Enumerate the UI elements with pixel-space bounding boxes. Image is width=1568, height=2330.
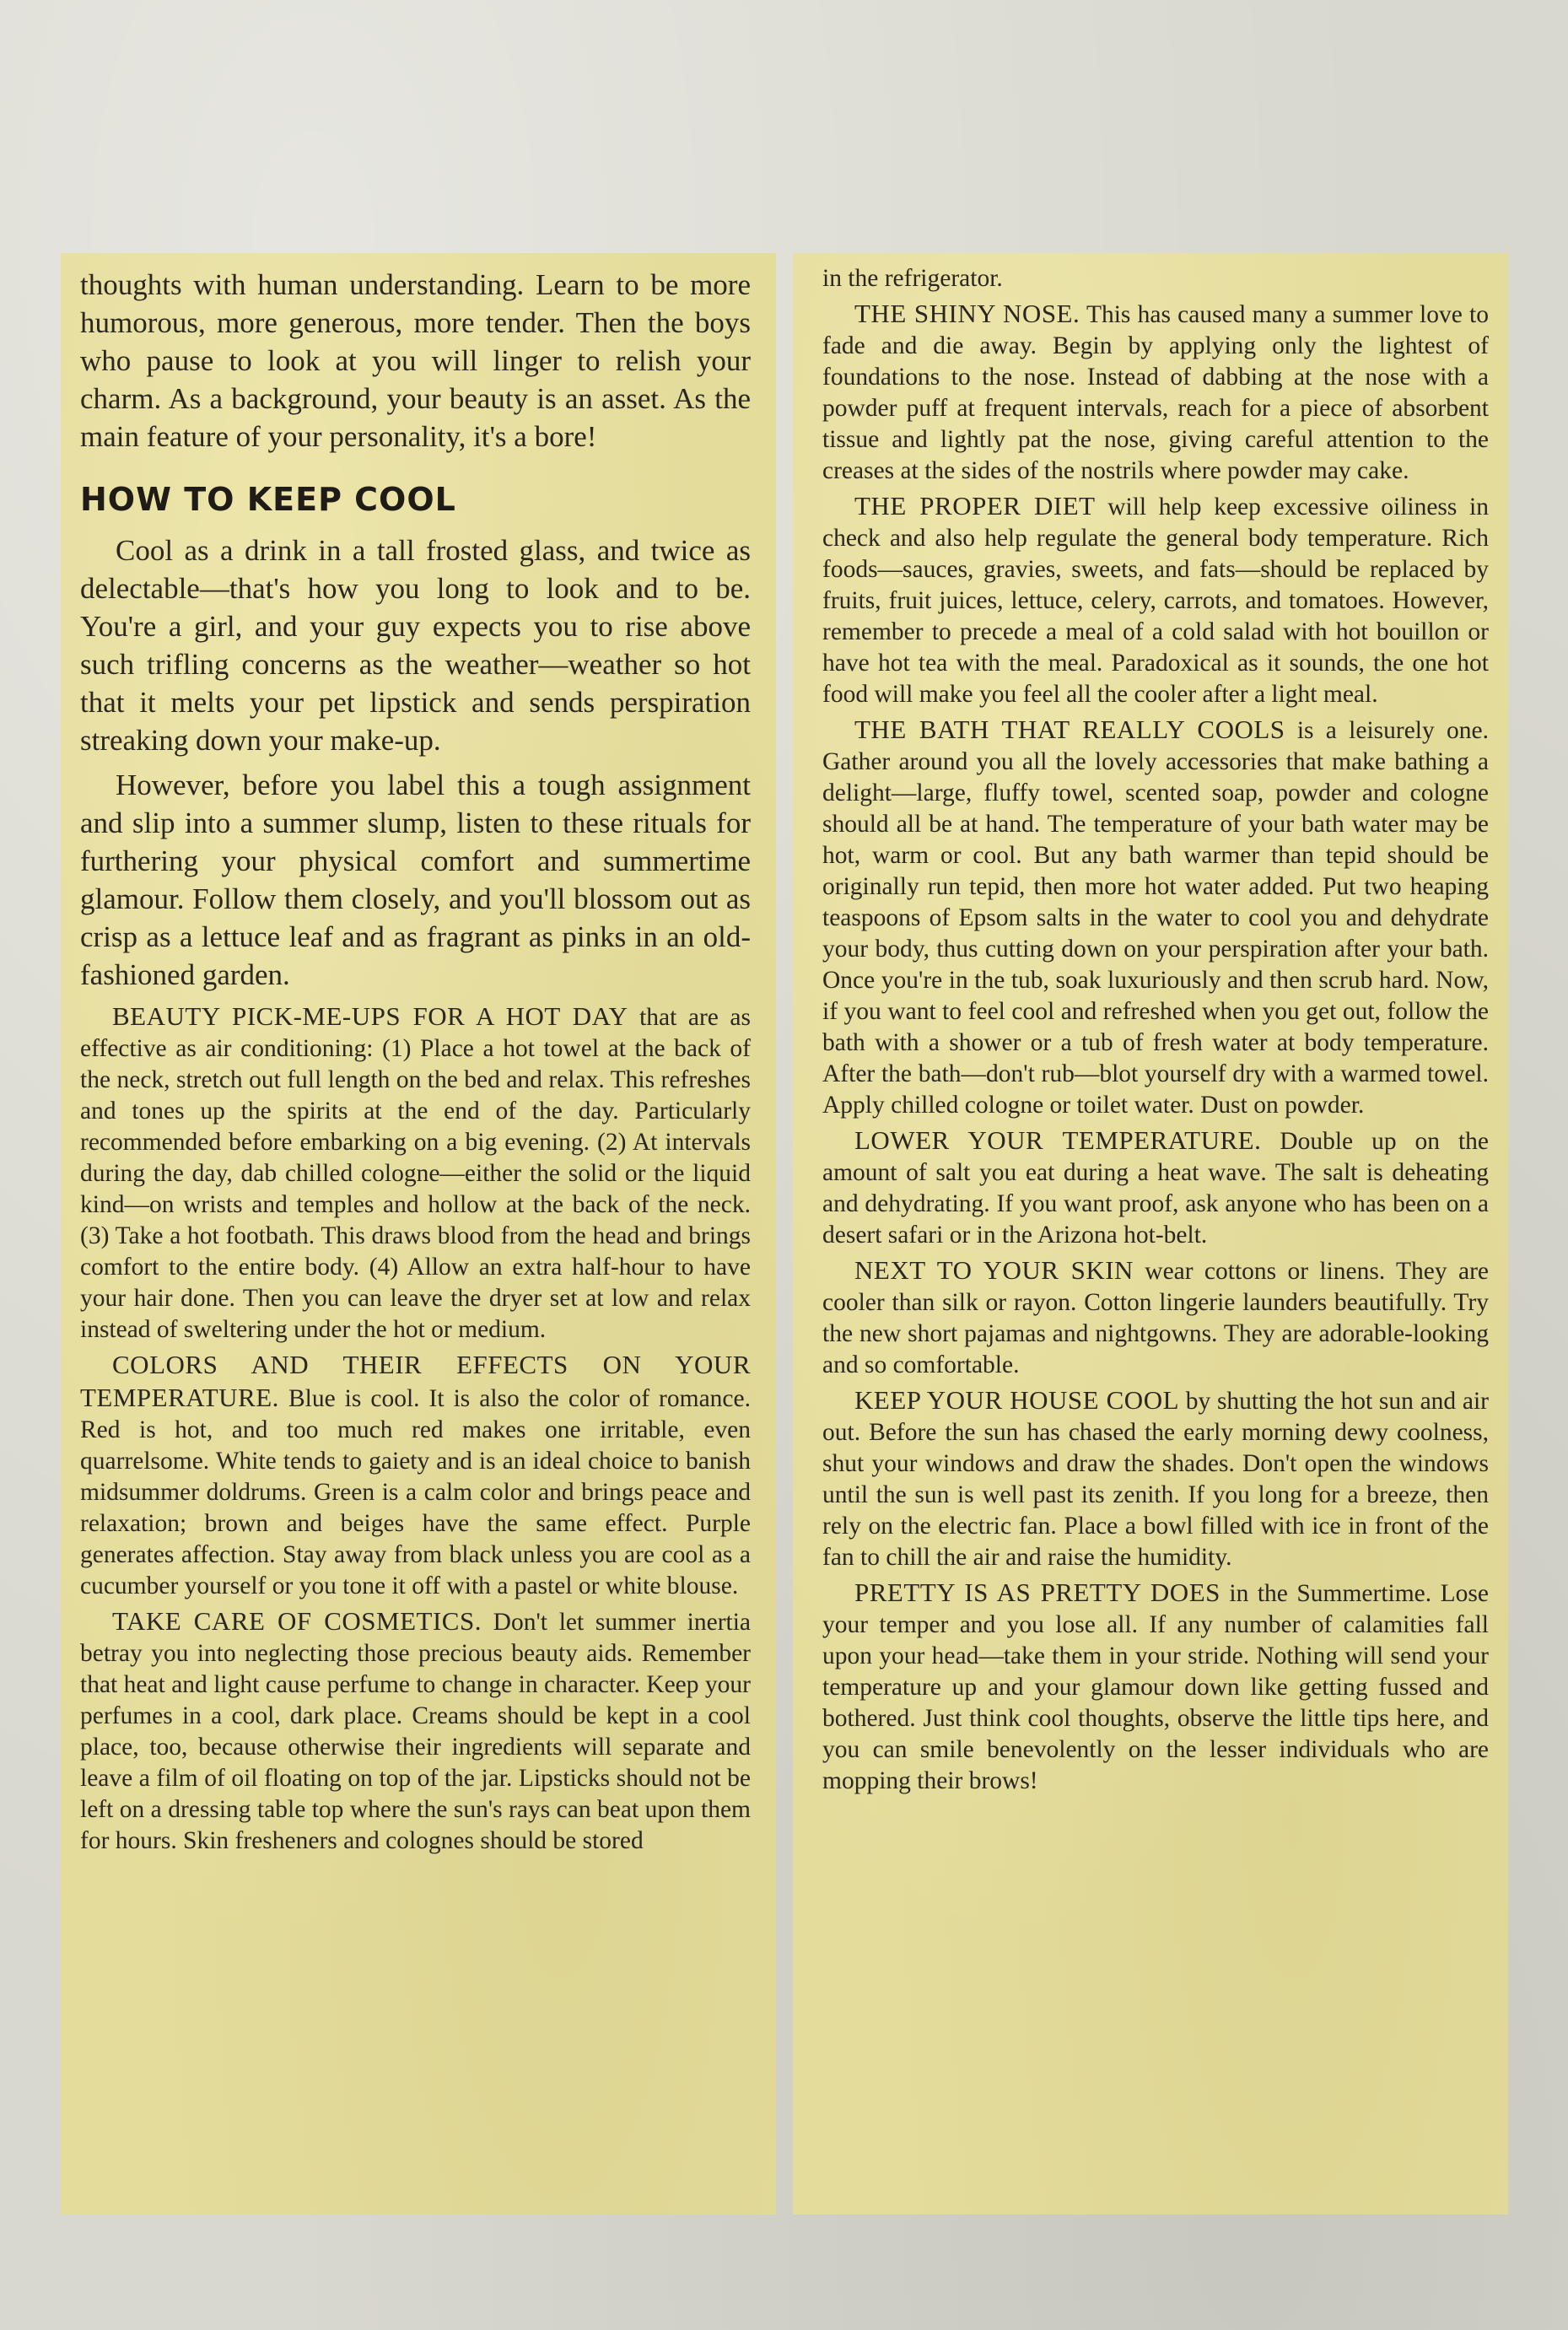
next-to-skin-body: wear cottons or linens. They are cooler than silk or rayon. Cotton lingerie launders beautifully. Try the new short pajamas and nightgowns. They are adorable-looking and so comfortable. <box>822 1258 1489 1378</box>
beauty-pick-me-ups-paragraph <box>80 1000 751 1346</box>
cosmetics-paragraph <box>80 1605 751 1857</box>
beauty-pick-me-ups-lead: BEAUTY PICK-ME-UPS FOR A HOT DAY <box>112 1001 628 1031</box>
left-column <box>80 266 751 1860</box>
continuation-text: in the refrigerator. <box>822 265 1003 292</box>
proper-diet-lead: THE PROPER DIET <box>854 491 1096 520</box>
house-cool-body: by shutting the hot sun and air out. Before the sun has chased the early morning dewy coolness, shut your windows and draw the shades. Don't open the windows until the sun is well past its zenith. If you long for a breeze, then rely on the electric fan. Place a bowl filled with ice in front of the fan to chill the air and raise the humidity. <box>822 1388 1489 1571</box>
body-paragraph-2: However, before you label this a tough assignment and slip into a summer slump, listen to these rituals for furthering your physical comfort and summertime glamour. Follow them closely, and you'll blossom out as crisp as a lettuce leaf and as fragrant as pinks in an old-fashioned garden. <box>80 769 751 991</box>
pretty-paragraph <box>822 1577 1489 1797</box>
right-column <box>822 263 1489 1800</box>
lower-temperature-paragraph <box>822 1125 1489 1251</box>
bath-paragraph <box>822 714 1489 1121</box>
house-cool-lead: KEEP YOUR HOUSE COOL <box>854 1385 1180 1415</box>
colors-paragraph <box>80 1349 751 1602</box>
house-cool-paragraph <box>822 1384 1489 1573</box>
body-paragraph-1: Cool as a drink in a tall frosted glass, and twice as delectable—that's how you long to look and to be. You're a girl, and your guy expects you to rise above such trifling concerns as the weather—weather so hot that it melts your pet lipstick and sends perspiration streaking down your make-up. <box>80 534 751 757</box>
next-to-skin-lead: NEXT TO YOUR SKIN <box>854 1255 1134 1285</box>
proper-diet-body: will help keep excessive oiliness in check and also help regulate the general body temperature. Rich foods—sauces, gravies, sweets, and fats—should be replaced by fruits, fruit juices, lettuce, celery, carrots, and tomatoes. However, remember to precede a meal of a cold salad with hot bouillon or have hot tea with the meal. Paradoxical as it sounds, the one hot food will make you feel all the cooler after a light meal. <box>822 494 1489 708</box>
shiny-nose-lead: THE SHINY NOSE. <box>854 299 1080 328</box>
shiny-nose-paragraph <box>822 298 1489 487</box>
next-to-skin-paragraph <box>822 1254 1489 1381</box>
lower-temperature-lead: LOWER YOUR TEMPERATURE. <box>854 1125 1262 1155</box>
bath-body: is a leisurely one. Gather around you all the lovely accessories that make bathing a delight—large, fluffy towel, scented soap, powder and cologne should all be at hand. The temperature of your bath water may be hot, warm or cool. But any bath warmer than tepid should be originally run tepid, then more hot water added. Put two heaping teaspoons of Epsom salts in the water to cool you and dehydrate your body, thus cutting down on your perspiration after your bath. Once you're in the tub, soak luxuriously and then scrub hard. Now, if you want to feel cool and refreshed when you get out, follow the bath with a shower or a tub of fresh water at body temperature. After the bath—don't rub—blot yourself dry with a warmed towel. Apply chilled cologne or toilet water. Dust on powder. <box>822 717 1489 1119</box>
pretty-body: in the Summertime. Lose your temper and you lose all. If any number of calamities fall upon your head—take them in your stride. Nothing will send your temperature up and your glamour down like getting fussed and bothered. Just think cool thoughts, observe the little tips here, and you can smile benevolently on the lesser individuals who are mopping their brows! <box>822 1580 1489 1794</box>
pretty-lead: PRETTY IS AS PRETTY DOES <box>854 1578 1220 1607</box>
beauty-pick-me-ups-body: that are as effective as air conditioning: (1) Place a hot towel at the back of the neck, stretch out full length on the bed and relax. This refreshes and tones up the spirits at the end of the day. Particularly recommended before embarking on a big evening. (2) At intervals during the day, dab chilled cologne—either the solid or the liquid kind—on wrists and temples and hollow at the back of the neck. (3) Take a hot footbath. This draws blood from the head and brings comfort to the entire body. (4) Allow an extra half-hour to have your hair done. Then you can leave the dryer set at low and relax instead of sweltering under the hot or medium. <box>80 1004 751 1343</box>
shiny-nose-body: This has caused many a summer love to fade and die away. Begin by applying only the lightest of foundations to the nose. Instead of dabbing at the nose with a powder puff at frequent intervals, reach for a piece of absorbent tissue and lightly pat the nose, giving careful attention to the creases at the sides of the nostrils where powder may cake. <box>822 301 1489 484</box>
proper-diet-paragraph <box>822 490 1489 710</box>
intro-paragraph: thoughts with human understanding. Learn to be more humorous, more generous, more tender. Then the boys who pause to look at you will linger to relish your charm. As a background, your beauty is an asset. As the main feature of your personality, it's a bore! <box>80 268 751 453</box>
cosmetics-lead: TAKE CARE OF COSMETICS. <box>112 1606 482 1636</box>
colors-lead: COLORS AND THEIR EFFECTS ON YOUR TEMPERATURE. <box>80 1350 751 1412</box>
bath-lead: THE BATH THAT REALLY COOLS <box>854 715 1285 744</box>
lower-temperature-body: Double up on the amount of salt you eat during a heat wave. The salt is deheating and dehydrating. If you want proof, ask anyone who has been on a desert safari or in the Arizona hot-belt. <box>822 1128 1489 1249</box>
section-heading: HOW TO KEEP COOL <box>80 481 456 518</box>
cosmetics-body: Don't let summer inertia betray you into neglecting those precious beauty aids. Remember that heat and light cause perfume to change in character. Keep your perfumes in a cool, dark place. Creams should be kept in a cool place, too, because otherwise their ingredients will separate and leave a film of oil floating on top of the jar. Lipsticks should not be left on a dressing table top where the sun's rays can beat upon them for hours. Skin fresheners and colognes should be stored <box>80 1609 751 1854</box>
colors-body: Blue is cool. It is also the color of romance. Red is hot, and too much red makes one irritable, even quarrelsome. White tends to gaiety and is an ideal choice to banish midsummer doldrums. Green is a calm color and brings peace and relaxation; brown and beiges have the same effect. Purple generates affection. Stay away from black unless you are cool as a cucumber yourself or you tone it off with a pastel or white blouse. <box>80 1385 751 1599</box>
